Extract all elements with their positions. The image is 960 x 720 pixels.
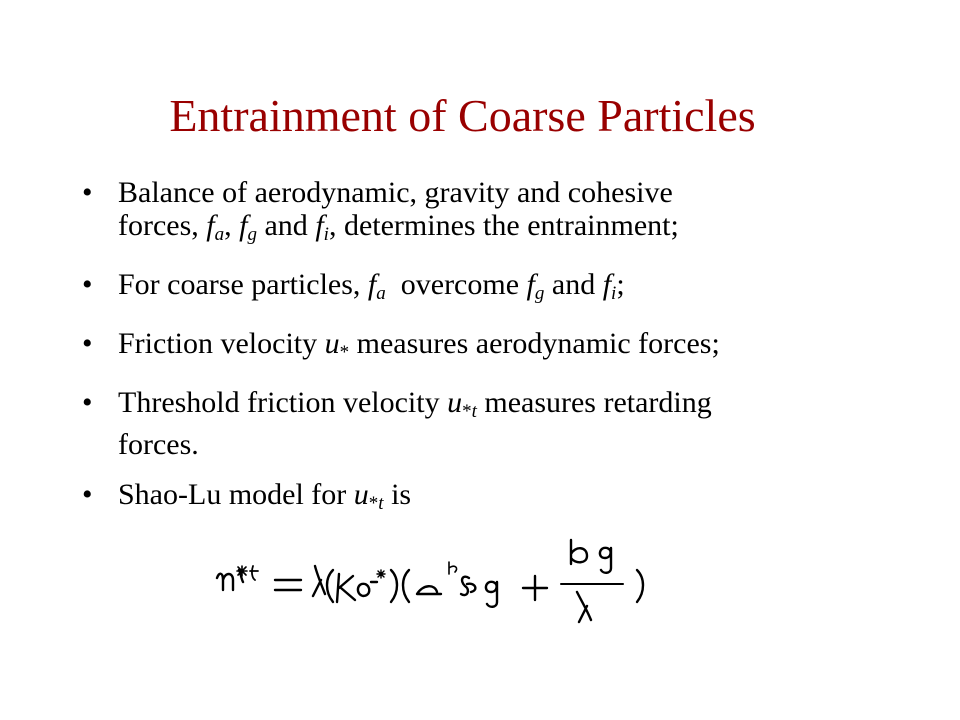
subscript-g: g: [534, 283, 545, 304]
bullet-force-balance: [82, 176, 882, 251]
bullet-shao-lu-model: [82, 478, 882, 520]
symbol-f: f: [602, 268, 612, 301]
bullet-dot: •: [82, 386, 93, 419]
bullet-text: overcome: [385, 268, 527, 301]
bullet-text: ;: [616, 268, 625, 301]
subscript-a: a: [376, 283, 386, 304]
symbol-f: f: [367, 268, 377, 301]
symbol-u: u: [324, 327, 340, 360]
subscript-star: *: [339, 342, 350, 363]
subscript-g: g: [247, 224, 257, 245]
subscript-i: i: [611, 283, 617, 304]
conjunction: and: [256, 209, 316, 242]
subscript-t: t: [378, 493, 384, 514]
bullet-text: Threshold friction velocity: [118, 386, 448, 419]
symbol-u: u: [447, 386, 463, 419]
conjunction: and: [544, 268, 603, 301]
bullet-coarse-particles: [82, 268, 882, 310]
symbol-f: f: [526, 268, 535, 301]
bullet-list: [82, 176, 882, 537]
subscript-a: a: [214, 224, 225, 245]
separator: ,: [224, 209, 240, 242]
bullet-dot: •: [82, 478, 93, 511]
bullet-text: Shao-Lu model for: [118, 478, 354, 511]
bullet-threshold-velocity: [82, 386, 882, 461]
symbol-f: f: [315, 209, 324, 242]
bullet-text: For coarse particles,: [118, 268, 368, 301]
subscript-i: i: [323, 224, 329, 245]
bullet-text: Balance of aerodynamic, gravity and cohesive: [118, 176, 673, 209]
bullet-dot: •: [82, 176, 93, 209]
bullet-friction-velocity: [82, 327, 882, 369]
bullet-text: , determines the entrainment;: [328, 209, 679, 242]
symbol-f: f: [206, 209, 215, 242]
bullet-text: measures retarding: [476, 386, 712, 419]
bullet-text: Friction velocity: [118, 327, 325, 360]
bullet-text: forces,: [118, 209, 207, 242]
bullet-dot: •: [82, 327, 93, 360]
bullet-dot: •: [82, 268, 93, 301]
bullet-text: forces.: [118, 428, 199, 461]
symbol-f: f: [239, 209, 248, 242]
subscript-star: *: [368, 493, 379, 514]
bullet-text: measures aerodynamic forces;: [349, 327, 720, 360]
subscript-star: *: [462, 401, 472, 422]
shao-lu-equation-image: [205, 528, 705, 628]
bullet-text: is: [383, 478, 412, 511]
symbol-u: u: [353, 478, 369, 511]
slide-title: Entrainment of Coarse Particles: [169, 90, 756, 141]
subscript-t: t: [471, 401, 477, 422]
